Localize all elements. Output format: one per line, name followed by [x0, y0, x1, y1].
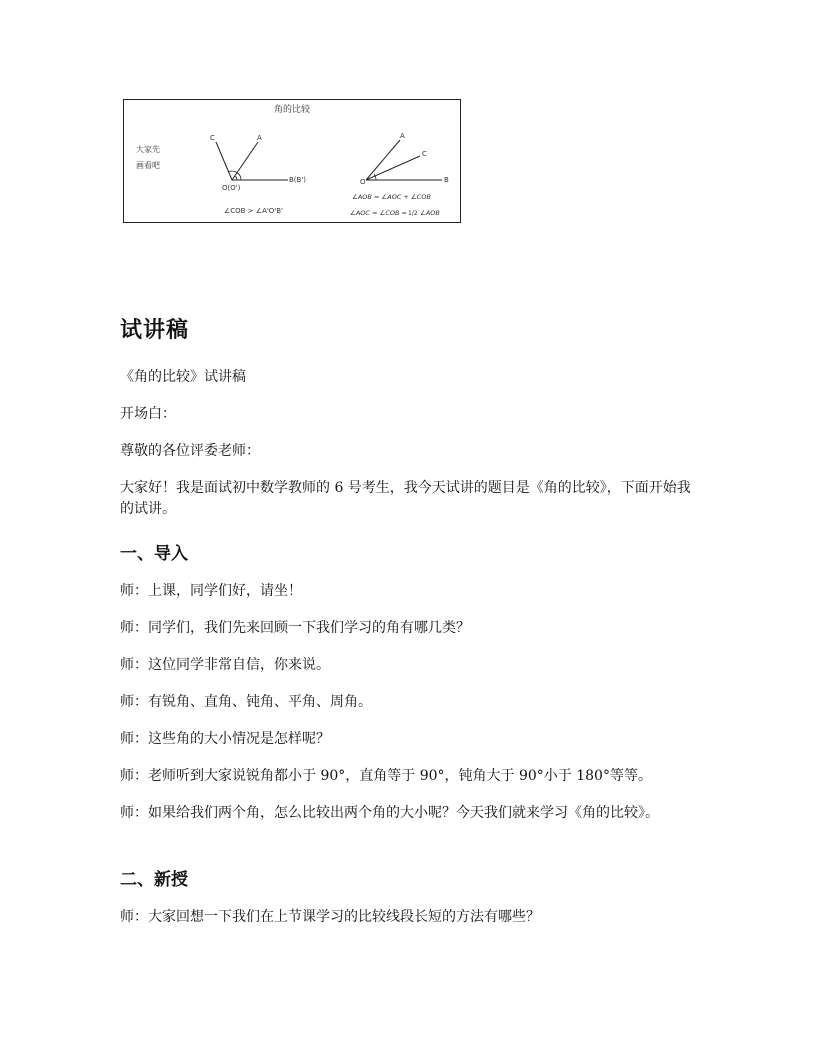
right-caption2-b: ∠AOB: [420, 209, 440, 217]
section1-line-5: 师：这些角的大小情况是怎样呢？: [120, 731, 330, 747]
angle-arc-inner: [235, 176, 237, 180]
section1-line-1: 师：上课，同学们好，请坐！: [120, 583, 302, 599]
ray-oa-right: [366, 140, 400, 180]
left-label-c: C: [210, 134, 215, 142]
figure-title: 角的比较: [273, 105, 310, 115]
document-heading: 试讲稿: [120, 318, 190, 343]
left-angle-diagram: [210, 134, 306, 215]
left-label-line2: 画看吧: [136, 161, 160, 170]
right-angle-diagram: [350, 132, 449, 217]
paragraph-title: 《角的比较》试讲稿: [120, 369, 246, 385]
right-caption1: ∠AOB = ∠AOC + ∠COB: [352, 193, 431, 201]
paragraph-greeting: 尊敬的各位评委老师：: [120, 443, 260, 459]
right-label-o: O: [360, 178, 366, 186]
left-label-b: B(B'): [289, 176, 306, 184]
section1-line-6: 师：老师听到大家说锐角都小于 90°，直角等于 90°，钝角大于 90°小于 180°等等。: [120, 768, 652, 784]
right-label-b: B: [444, 176, 449, 184]
section1-title: 一、导入: [120, 544, 188, 564]
section1-line-2: 师：同学们，我们先来回顾一下我们学习的角有哪几类？: [120, 620, 470, 636]
section2-title: 二、新授: [120, 870, 188, 890]
angle-arc-right: [374, 174, 376, 180]
left-label-line1: 大家先: [136, 145, 160, 154]
right-label-c: C: [422, 150, 427, 158]
section1-line-3: 师：这位同学非常自信，你来说。: [120, 657, 330, 673]
angle-comparison-figure: [123, 99, 461, 223]
section1-line-7: 师：如果给我们两个角，怎么比较出两个角的大小呢？今天我们就来学习《角的比较》。: [120, 805, 659, 821]
figure-diagrams: [124, 100, 462, 224]
ray-oa: [232, 142, 258, 180]
paragraph-opening: 开场白：: [120, 406, 176, 422]
right-caption2-frac: 1/2: [408, 210, 418, 217]
left-label-o: O(O'): [222, 184, 241, 192]
ray-oc-right: [366, 156, 420, 180]
right-caption2-a: ∠AOC = ∠COB =: [350, 209, 407, 217]
left-label-a: A: [257, 134, 262, 142]
paragraph-intro: 大家好！我是面试初中数学教师的 6 号考生，我今天试讲的题目是《角的比较》，下面开始我的试讲。: [120, 480, 691, 517]
right-label-a: A: [400, 132, 405, 140]
ray-oc: [216, 142, 232, 180]
section1-line-4: 师：有锐角、直角、钝角、平角、周角。: [120, 694, 372, 710]
section2-line-1: 师：大家回想一下我们在上节课学习的比较线段长短的方法有哪些？: [120, 909, 540, 925]
left-caption: ∠COB > ∠A'O'B': [224, 207, 283, 215]
